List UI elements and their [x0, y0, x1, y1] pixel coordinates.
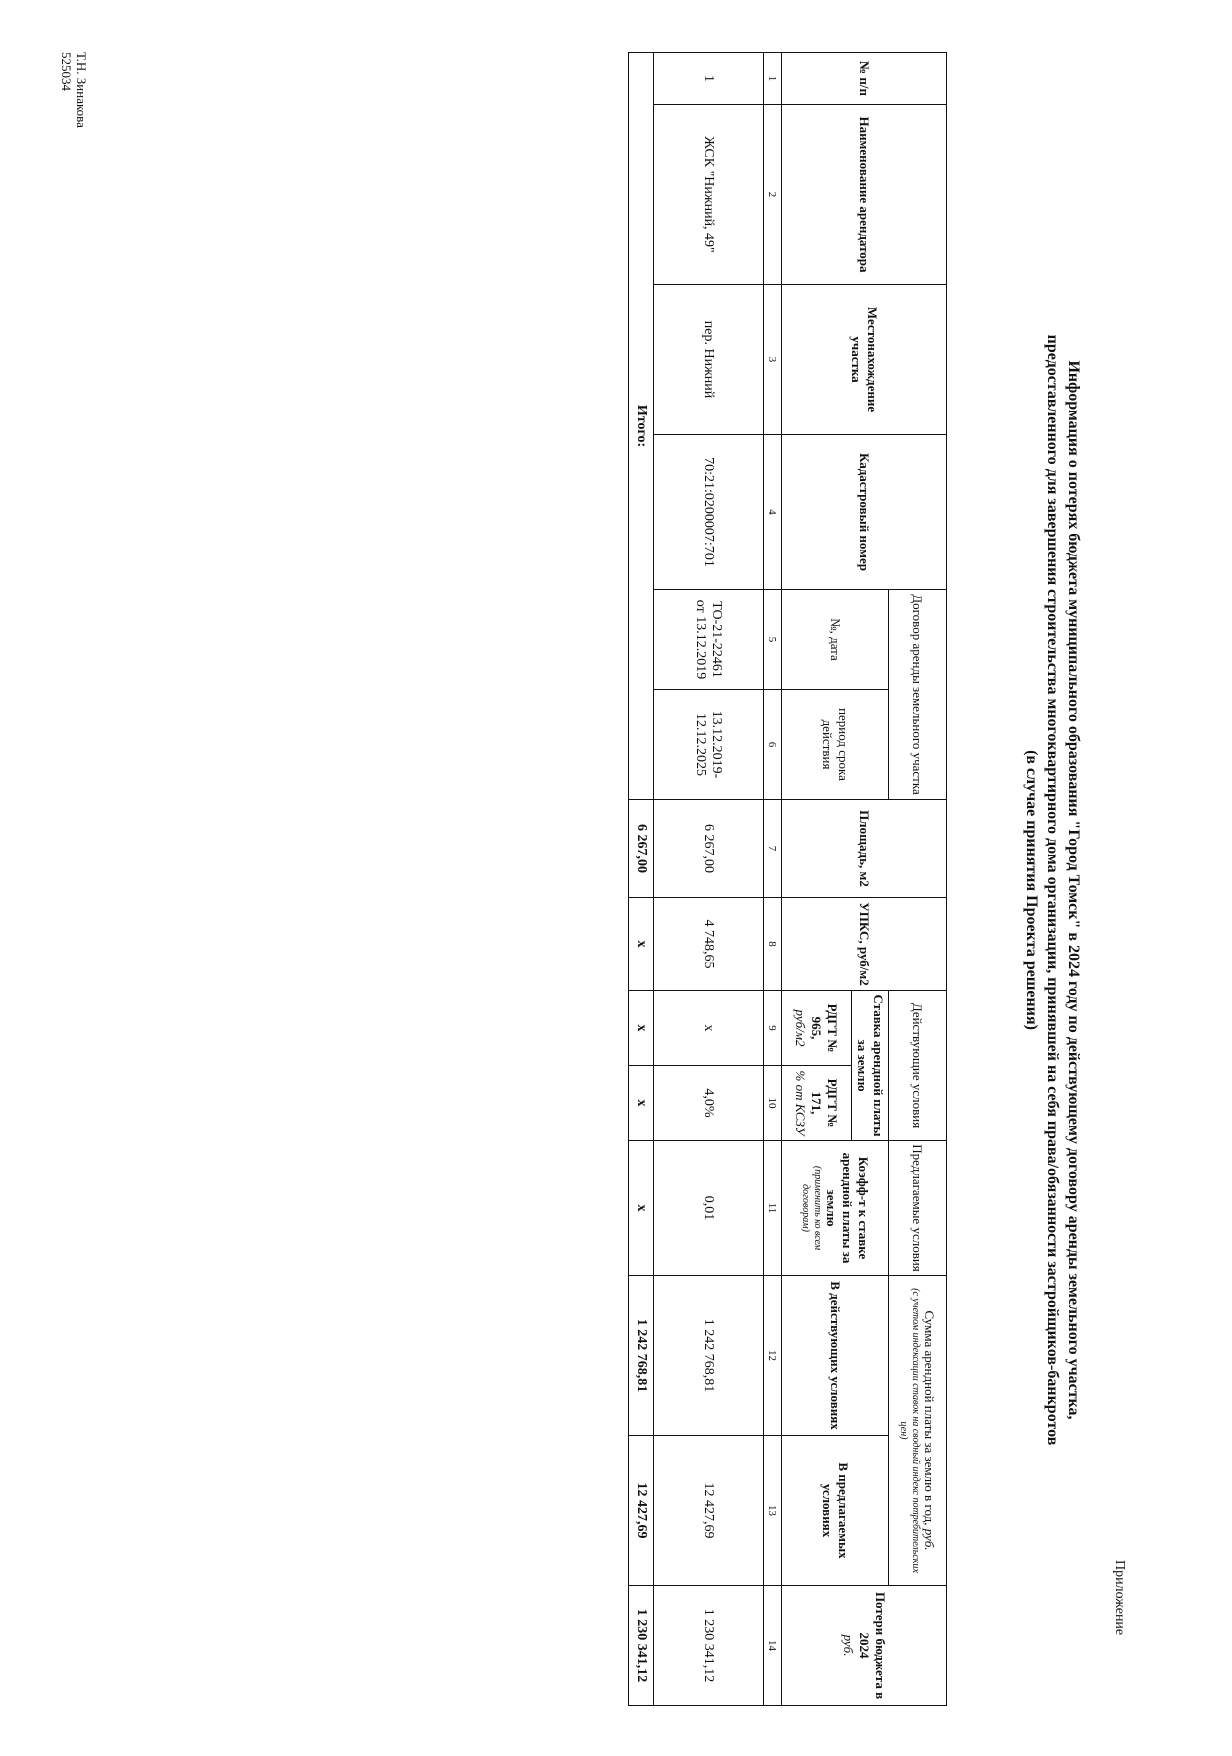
- header-losses-unit: руб.: [841, 1634, 856, 1657]
- header-contract-group: Договор аренды земельного участка: [889, 590, 947, 800]
- header-num: № п/п: [782, 53, 947, 105]
- header-sum-current: В действующих условиях: [782, 1276, 889, 1436]
- cell-num: 1: [654, 53, 764, 105]
- total-area: 6 267,00: [629, 800, 654, 898]
- header-coef: [782, 1141, 889, 1276]
- header-upks: УПКС, руб/м2: [782, 898, 947, 991]
- header-contract-num: №, дата: [782, 590, 889, 690]
- total-sum-current: 1 242 768,81: [629, 1276, 654, 1436]
- header-coef-note: (применить ко всем договорам): [800, 1165, 823, 1251]
- total-rdgt965: x: [629, 991, 654, 1066]
- header-area: Площадь, м2: [782, 800, 947, 898]
- column-number: 6: [764, 690, 782, 800]
- cell-coef: 0,01: [654, 1141, 764, 1276]
- author-phone: 525034: [59, 52, 74, 91]
- total-row: [629, 53, 654, 1706]
- cell-cadastral: 70:21:0200007:701: [654, 435, 764, 590]
- header-tenant: Наименование арендатора: [782, 105, 947, 285]
- header-sum-note: (с учетом индексации ставок на сводный индекс потребительских цен): [898, 1288, 922, 1573]
- total-sum-proposed: 12 427,69: [629, 1436, 654, 1586]
- cell-losses: 1 230 341,12: [654, 1586, 764, 1706]
- column-numbers-row: [764, 53, 782, 1706]
- column-number: 3: [764, 285, 782, 435]
- header-cadastral: Кадастровый номер: [782, 435, 947, 590]
- cell-location: пер. Нижний: [654, 285, 764, 435]
- table-row: [654, 53, 764, 1706]
- header-sum-proposed: В предлагаемых условиях: [782, 1436, 889, 1586]
- cell-contract-date: от 13.12.2019: [693, 599, 709, 680]
- cell-period-from: 13.12.2019-: [709, 710, 725, 779]
- header-sum-group: [889, 1276, 947, 1586]
- header-contract-period: период срока действия: [782, 690, 889, 800]
- header-rdgt965-title: РДГТ № 965,: [809, 1003, 841, 1053]
- cell-sum-proposed: 12 427,69: [654, 1436, 764, 1586]
- cell-sum-current: 1 242 768,81: [654, 1276, 764, 1436]
- header-rdgt171-unit: % от КСЗУ: [793, 1070, 809, 1136]
- column-number: 2: [764, 105, 782, 285]
- header-sum-title: Сумма арендной платы за землю в год,: [922, 1310, 938, 1526]
- total-coef: x: [629, 1141, 654, 1276]
- header-current-group: Действующие условия: [889, 991, 947, 1141]
- header-rdgt965-unit: руб/м2: [793, 1009, 809, 1047]
- column-number: 4: [764, 435, 782, 590]
- author-name: Т.Н. Зинакова: [74, 52, 89, 128]
- header-rate-group: Ставка арендной платы за землю: [852, 991, 889, 1141]
- column-number: 12: [764, 1276, 782, 1436]
- cell-tenant: ЖСК "Нижний, 49": [654, 105, 764, 285]
- cell-rdgt171: 4,0%: [654, 1066, 764, 1141]
- column-number: 11: [764, 1141, 782, 1276]
- column-number: 13: [764, 1436, 782, 1586]
- header-rdgt171-title: РДГТ № 171,: [809, 1078, 841, 1128]
- cell-period-to: 12.12.2025: [693, 713, 709, 776]
- cell-upks: 4 748,65: [654, 898, 764, 991]
- document-title: [1021, 110, 1084, 1670]
- column-number: 7: [764, 800, 782, 898]
- total-rdgt171: x: [629, 1066, 654, 1141]
- losses-table: [628, 52, 947, 1706]
- title-line-1: Информация о потерях бюджета муниципального образования "Город Томск" в 2024 году по действующему договору аренды земельного участка,: [1065, 360, 1082, 1420]
- appendix-label: Приложение: [1112, 1560, 1127, 1636]
- cell-period: [654, 690, 764, 800]
- header-losses-title: Потери бюджета в 2024: [857, 1591, 888, 1700]
- cell-rdgt965: x: [654, 991, 764, 1066]
- header-coef-title: Коэфф-т к ставке арендной платы за землю: [824, 1152, 871, 1264]
- column-number: 8: [764, 898, 782, 991]
- title-line-3: (в случае принятия Проекта решения): [1023, 750, 1040, 1030]
- title-line-2: предоставленного для завершения строительства многоквартирного дома организации, принявшей на себя права/обязанности застройщиков-банкротов: [1044, 334, 1061, 1446]
- column-number: 1: [764, 53, 782, 105]
- header-location: Местонахождение участка: [782, 285, 947, 435]
- header-proposed-group: Предлагаемые условия: [889, 1141, 947, 1276]
- header-sum-unit: руб.: [922, 1528, 938, 1551]
- cell-contract: [654, 590, 764, 690]
- cell-area: 6 267,00: [654, 800, 764, 898]
- header-rdgt965: [782, 991, 852, 1066]
- column-number: 10: [764, 1066, 782, 1141]
- column-number: 5: [764, 590, 782, 690]
- column-number: 9: [764, 991, 782, 1066]
- header-rdgt171: [782, 1066, 852, 1141]
- cell-contract-num: ТО-21-22461: [709, 601, 725, 678]
- total-upks: x: [629, 898, 654, 991]
- total-losses: 1 230 341,12: [629, 1586, 654, 1706]
- column-number: 14: [764, 1586, 782, 1706]
- author-block: [59, 52, 89, 128]
- total-label: Итого:: [629, 53, 654, 800]
- header-losses: [782, 1586, 947, 1706]
